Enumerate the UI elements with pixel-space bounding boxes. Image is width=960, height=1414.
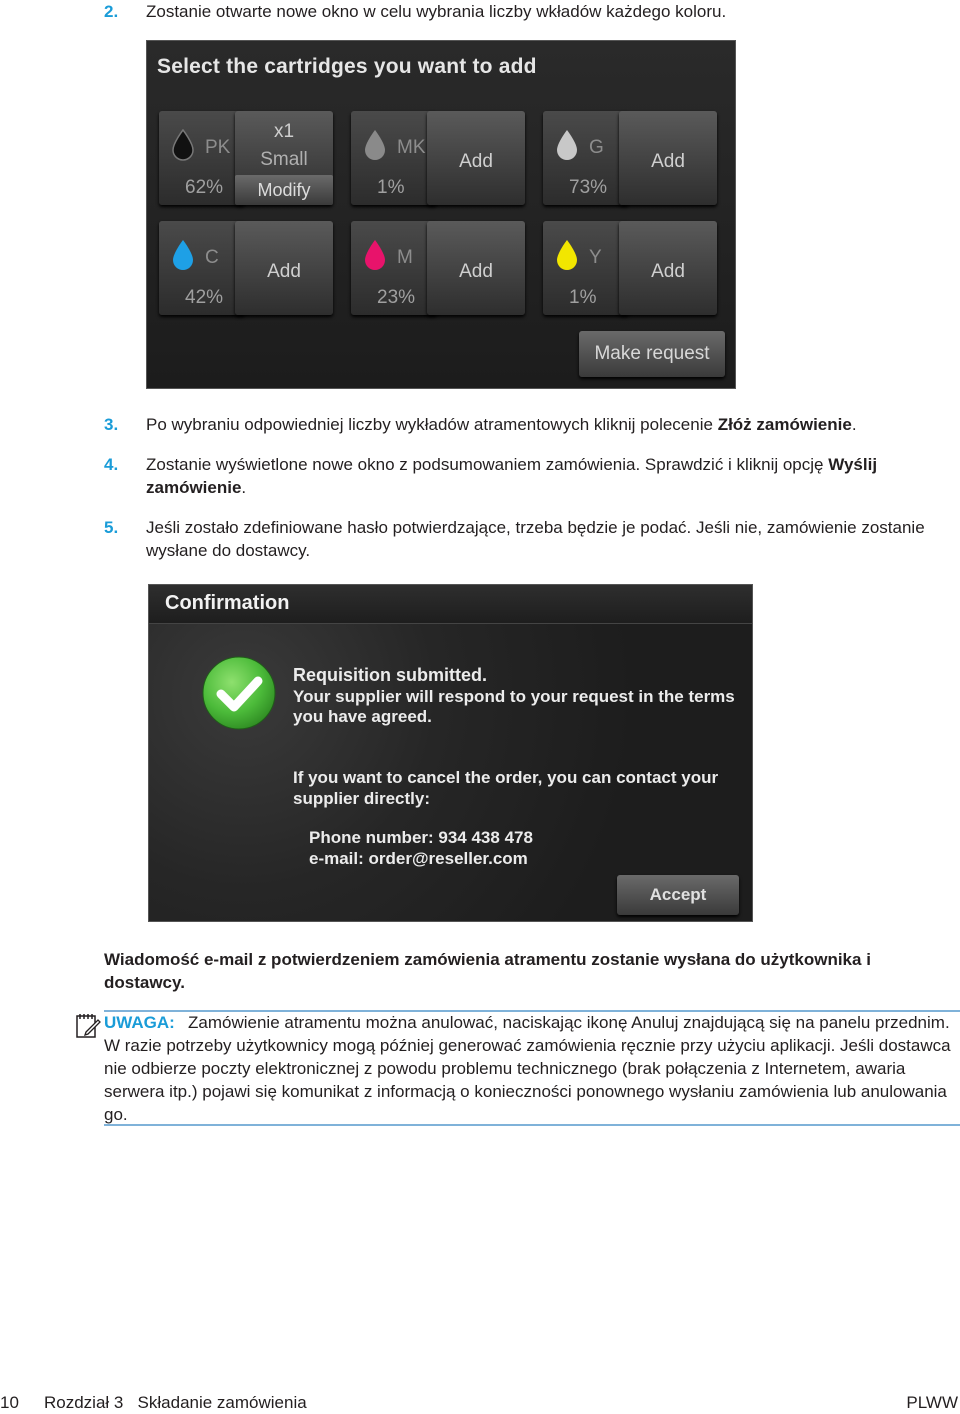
step-number: 3. (104, 415, 119, 434)
screen-title: Select the cartridges you want to add (157, 55, 537, 78)
command-name: Złóż zamówienie (717, 415, 852, 434)
cartridge-level: 42% (185, 287, 224, 308)
selected-quantity: x1 (273, 121, 295, 142)
pk-selection-box (235, 111, 333, 205)
step-number: 4. (104, 455, 119, 474)
ink-drop-icon (555, 129, 579, 161)
chapter-title: Rozdział 3 Składanie zamówienia (44, 1393, 307, 1412)
cartridge-tile-c (159, 221, 245, 315)
success-check-icon (201, 655, 277, 731)
ink-drop-icon (555, 239, 579, 271)
modify-button[interactable]: Modify (235, 175, 333, 205)
email-caption: Wiadomość e-mail z potwierdzeniem zamówienia atramentu zostanie wysłana do użytkownika i dostawcy. (104, 950, 871, 992)
cartridge-code: C (205, 247, 219, 268)
note-text (104, 1011, 954, 1126)
note-body: Zamówienie atramentu można anulować, naciskając ikonę Anuluj znajdującą się na panelu przednim. W razie potrzeby użytkownicy mogą później generować zamówienia ręcznie przy użyciu aplikacji. Jeśli dostawca nie odbierze poczty elektronicznej z powodu problemu technicznego (brak połączenia z Internetem, awaria serwera itp.) pojawi się komunikat z informacją o konieczności ponownego wysłaniu zamówienia lub anulowania go. (104, 1013, 951, 1124)
page-number: 10 (0, 1393, 19, 1412)
add-label: Add (459, 151, 493, 172)
cartridge-level: 62% (185, 177, 224, 198)
cartridge-tile-pk (159, 111, 245, 205)
add-label: Add (651, 151, 685, 172)
step-number: 2. (104, 2, 119, 21)
cartridge-tile-mk (351, 111, 437, 205)
step-text: Zostanie wyświetlone nowe okno z podsumowaniem zamówienia. Sprawdzić i kliknij opcję Wyślij zamówienie. (146, 455, 878, 497)
supplier-phone: Phone number: 934 438 478 (309, 828, 533, 847)
screen-title: Confirmation (165, 592, 290, 614)
cartridge-level: 23% (377, 287, 416, 308)
cartridge-level: 73% (569, 177, 608, 198)
accept-button[interactable]: Accept (617, 875, 739, 915)
add-label: Add (267, 261, 301, 282)
cartridge-level: 1% (569, 287, 597, 308)
note-bottom-rule (104, 1124, 960, 1126)
cartridge-tile-m (351, 221, 437, 315)
cartridge-code: M (397, 247, 413, 268)
note-label: UWAGA: (104, 1013, 175, 1032)
supplier-email: e-mail: order@reseller.com (309, 849, 528, 868)
cartridge-tile-y (543, 221, 629, 315)
cancel-info-text: supplier directly: (293, 789, 430, 808)
confirmation-screenshot (148, 584, 753, 922)
cartridge-code: MK (397, 137, 426, 158)
ink-drop-icon (363, 239, 387, 271)
add-label: Add (651, 261, 685, 282)
ink-drop-icon (363, 129, 387, 161)
step-text: Zostanie otwarte nowe okno w celu wybrania liczby wkładów każdego koloru. (146, 2, 727, 21)
document-code: PLWW (906, 1393, 958, 1412)
confirmation-text: Your supplier will respond to your request in the terms (293, 687, 735, 706)
step-text: Po wybraniu odpowiedniej liczby wykładów atramentowych kliknij polecenie Złóż zamówienie. (146, 415, 857, 434)
cartridge-level: 1% (377, 177, 405, 198)
add-label: Add (459, 261, 493, 282)
ink-drop-icon (171, 239, 195, 271)
submitted-heading: Requisition submitted. (293, 665, 488, 685)
step-text: Jeśli zostało zdefiniowane hasło potwierdzające, trzeba będzie je podać. Jeśli nie, zamówienie zostanie wysłane do dostawcy. (146, 518, 925, 560)
cancel-info-text: If you want to cancel the order, you can contact your (293, 768, 719, 787)
confirmation-text: you have agreed. (293, 707, 432, 726)
add-button-m[interactable] (427, 221, 525, 315)
make-request-button[interactable]: Make request (579, 331, 725, 377)
add-button-y[interactable] (619, 221, 717, 315)
cartridge-selection-screenshot (146, 40, 736, 389)
step-number: 5. (104, 518, 119, 537)
selected-size: Small (260, 149, 308, 170)
add-button-g[interactable] (619, 111, 717, 205)
cartridge-code: G (589, 137, 604, 158)
ink-drop-icon (171, 129, 195, 161)
command-name: Wyślij zamówienie (146, 455, 878, 497)
add-button-c[interactable] (235, 221, 333, 315)
confirmation-header (149, 585, 752, 624)
note-icon (74, 1012, 102, 1040)
cartridge-code: PK (205, 137, 231, 158)
cartridge-tile-g (543, 111, 629, 205)
cartridge-code: Y (589, 247, 602, 268)
add-button-mk[interactable] (427, 111, 525, 205)
